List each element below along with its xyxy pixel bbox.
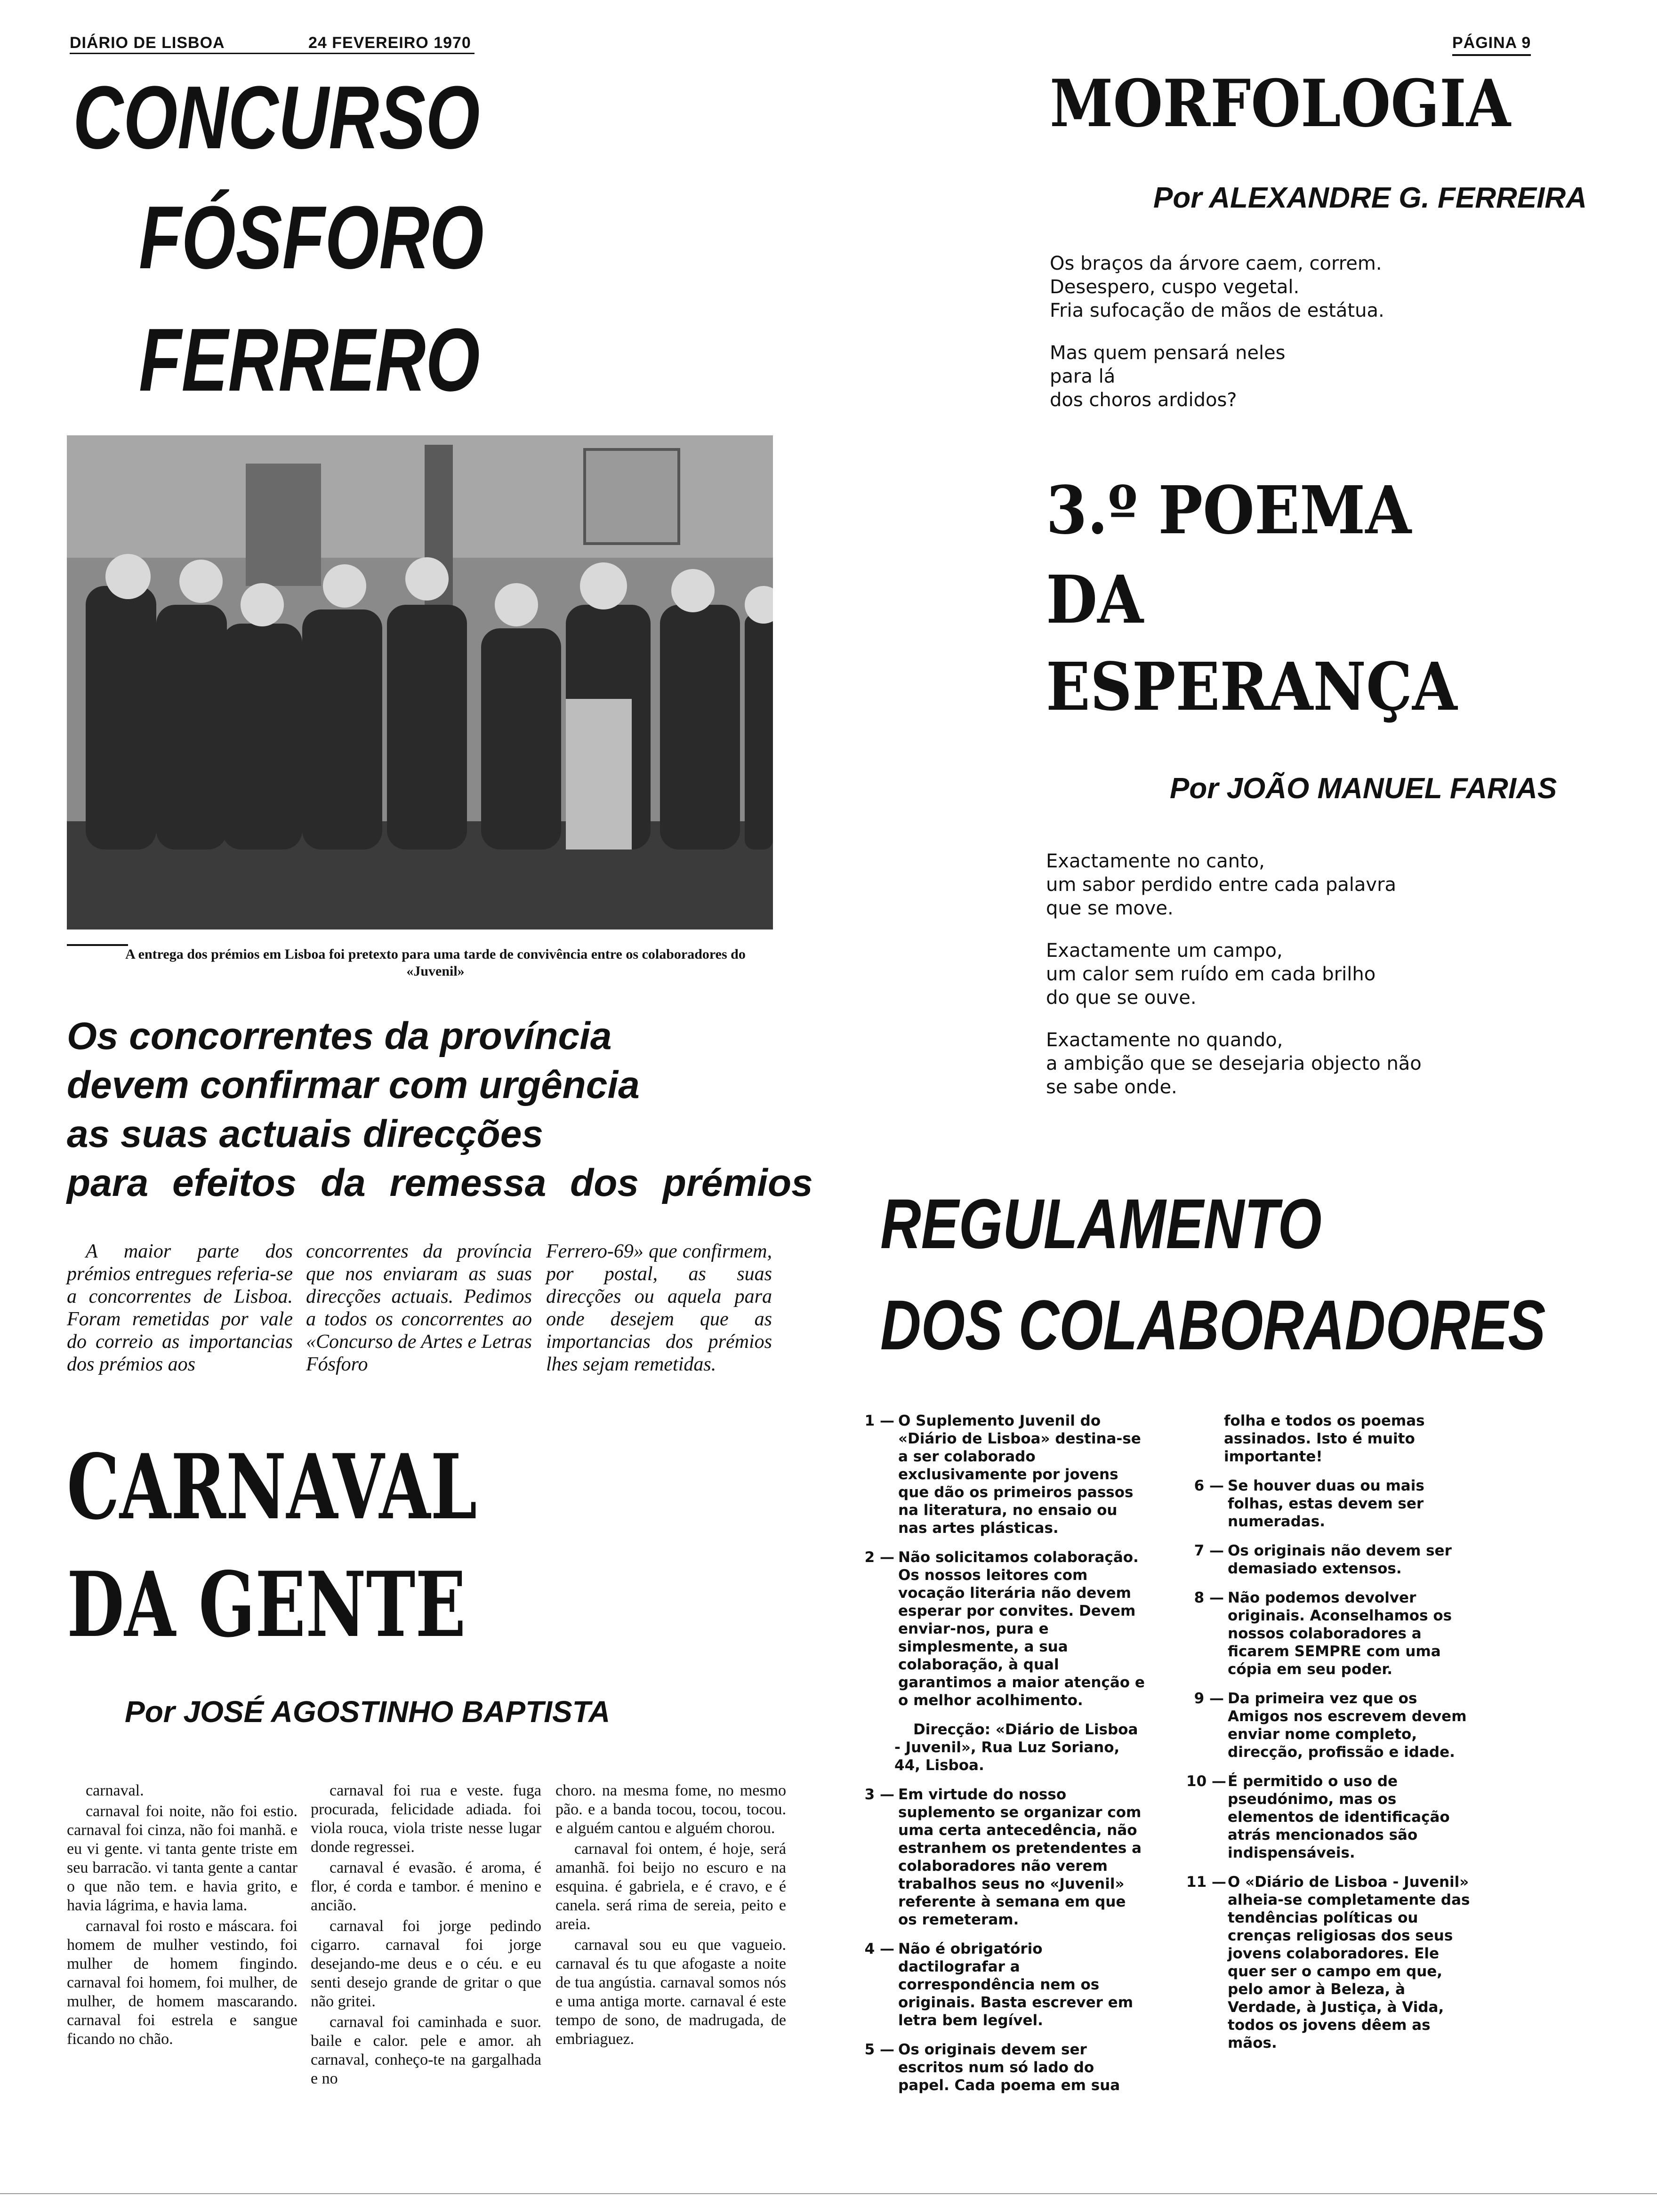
poema-stanza-3: Exactamente no quando, a ambição que se desejaria objecto não se sabe onde.	[1046, 1029, 1422, 1098]
reg-item-5: 5 — Os originais devem ser escritos num só lado do papel. Cada poema em sua	[864, 2041, 1120, 2094]
carnaval-para: choro. na mesma fome, no mesmo pão. e a banda tocou, tocou, tocou. e alguém cantou e alguém chorou.	[555, 1782, 786, 1837]
morfologia-poem	[1050, 252, 1520, 431]
carnaval-para: carnaval foi rua e veste. fuga procurada, felicidade adiada. foi viola rouca, viola triste nesse lugar donde regressei.	[311, 1782, 541, 1856]
carnaval-para: carnaval foi rosto e máscara. foi homem de mulher vestindo, foi mulher de homem fingindo. carnaval foi homem, foi mulher, de mulher, de homem mascarando. carnaval foi estrela e sangue ficando no chão.	[67, 1917, 298, 2048]
subhead-line-2: devem confirmar com urgência	[67, 1064, 640, 1106]
carnaval-byline: Por JOSÉ AGOSTINHO BAPTISTA	[125, 1695, 611, 1729]
subhead-line-1: Os concorrentes da província	[67, 1015, 612, 1058]
reg-item-10: 10 — É permitido o uso de pseudónimo, mas os elementos de identificação atrás mencionados são indispensáveis.	[1186, 1773, 1450, 1861]
morfologia-title: MORFOLOGIA	[1050, 65, 1511, 142]
concurso-subhead	[67, 1012, 813, 1208]
reg-item-5-cont: folha e todos os poemas assinados. Isto é muito importante!	[1224, 1412, 1425, 1465]
reg-item-11: 11 — O «Diário de Lisboa - Juvenil» alheia-se completamente das tendências políticas ou crenças religiosas dos seus jovens colaboradores. Ele quer ser o campo em que, pelo amor à Beleza, à Verdade, à Justiça, à Vida, todos os jovens dêem as mãos.	[1186, 1874, 1470, 2052]
concurso-col-3: Ferrero-69» que confirmem, por postal, as suas direcções ou aquela para onde desejem que as importancias dos prémios lhes sejam remetidas.	[546, 1241, 772, 1375]
carnaval-title-line-2: DA GENTE	[67, 1552, 466, 1657]
carnaval-para: carnaval foi ontem, é hoje, será amanhã. foi beijo no escuro e na esquina. é gabriela, e é cravo, e é canela. será rima de sereia, peito e areia.	[555, 1840, 786, 1933]
morfologia-stanza-1: Os braços da árvore caem, correm. Desespero, cuspo vegetal. Fria sufocação de mãos de estátua.	[1050, 253, 1384, 321]
concurso-title-line-2: FÓSFORO	[139, 188, 484, 288]
masthead-paper: DIÁRIO DE LISBOA	[70, 34, 225, 52]
reg-item-1: 1 — O Suplemento Juvenil do «Diário de Lisboa» destina-se a ser colaborado exclusivamente por jovens que dão os primeiros passos na literatura, no ensaio ou nas artes plásticas.	[864, 1412, 1141, 1537]
page-number: PÁGINA 9	[1452, 34, 1531, 56]
photo-caption: A entrega dos prémios em Lisboa foi pretexto para uma tarde de convivência entre os colaboradores do «Juvenil»	[125, 946, 746, 979]
photo-illustration	[67, 435, 773, 930]
poema-byline: Por JOÃO MANUEL FARIAS	[1170, 772, 1557, 805]
poema-title-line-1: 3.º POEMA	[1046, 472, 1412, 549]
reg-address: Direcção: «Diário de Lisboa - Juvenil», Rua Luz Soriano, 44, Lisboa.	[894, 1721, 1138, 1774]
reg-item-7: 7 — Os originais não devem ser demasiado extensos.	[1194, 1542, 1452, 1577]
subhead-line-3: as suas actuais direcções	[67, 1113, 543, 1155]
regulamento-col-1	[857, 1412, 1149, 2106]
carnaval-title-line-1: CARNAVAL	[67, 1435, 477, 1539]
regulamento-title-line-2: DOS COLABORADORES	[880, 1285, 1546, 1364]
bottom-rule	[0, 2193, 1657, 2194]
subhead-line-4: para efeitos da remessa dos prémios	[67, 1162, 813, 1204]
reg-item-6: 6 — Se houver duas ou mais folhas, estas devem ser numeradas.	[1194, 1477, 1424, 1530]
carnaval-para: carnaval foi jorge pedindo cigarro. carnaval foi jorge desejando-me deus e o céu. e eu senti desejo grande de gritar o que não gritei.	[311, 1917, 541, 2010]
carnaval-col-2	[311, 1781, 541, 2090]
carnaval-col-3	[555, 1781, 786, 2051]
poema-title-line-2: DA	[1046, 561, 1144, 639]
regulamento-title-line-1: REGULAMENTO	[880, 1184, 1322, 1263]
reg-item-8: 8 — Não podemos devolver originais. Aconselhamos os nossos colaboradores a ficarem SEMPRE com uma cópia em seu poder.	[1194, 1589, 1452, 1678]
carnaval-para: carnaval é evasão. é aroma, é flor, é corda e tambor. é menino e ancião.	[311, 1859, 541, 1914]
carnaval-para: carnaval.	[86, 1782, 144, 1799]
concurso-col-2: concorrentes da província que nos enviaram as suas direcções actuais. Pedimos a todos os concorrentes ao «Concurso de Artes e Letras Fósforo	[306, 1241, 532, 1375]
masthead-date: 24 FEVEREIRO 1970	[308, 34, 471, 52]
masthead-rule	[70, 53, 475, 54]
concurso-title-line-3: FERRERO	[139, 310, 480, 410]
carnaval-col-1	[67, 1781, 298, 2051]
carnaval-para: carnaval sou eu que vagueio. carnaval és tu que afogaste a noite de tua angústia. carnaval somos nós e uma antiga morte. carnaval é este tempo de sono, de madrugada, de embriaguez.	[555, 1936, 786, 2048]
poema-stanza-2: Exactamente um campo, um calor sem ruído em cada brilho do que se ouve.	[1046, 940, 1376, 1009]
poema-text	[1046, 850, 1564, 1118]
prize-ceremony-photo	[67, 435, 773, 930]
concurso-col-1: A maior parte dos prémios entregues referia-se a concorrentes de Lisboa. Foram remetidas por vale do correio as importancias dos prémios aos	[67, 1241, 293, 1375]
morfologia-stanza-2: Mas quem pensará neles para lá dos choros ardidos?	[1050, 342, 1286, 411]
carnaval-para: carnaval foi noite, não foi estio. carnaval foi cinza, não foi manhã. e eu vi gente. vi tanta gente triste em seu barracão. vi tanta gente a cantar o que não tem. e havia grito, e havia lágrima, e havia lama.	[67, 1803, 298, 1914]
reg-item-3: 3 — Em virtude do nosso suplemento se organizar com uma certa antecedência, não estranhem os pretendentes a colaboradores não verem trabalhos seus no «Juvenil» referente à semana em que os remeteram.	[864, 1786, 1142, 1928]
carnaval-para: carnaval foi caminhada e suor. baile e calor. pele e amor. ah carnaval, conheço-te na gargalhada e no	[311, 2013, 541, 2087]
morfologia-byline: Por ALEXANDRE G. FERREIRA	[1153, 182, 1587, 214]
concurso-title-line-1: CONCURSO	[73, 68, 480, 168]
reg-item-2: 2 — Não solicitamos colaboração. Os nossos leitores com vocação literária não devem esperar por convites. Devem enviar-nos, pura e simplesmente, a sua colaboração, à qual garantimos a maior atenção e o melhor acolhimento.	[864, 1549, 1145, 1709]
reg-item-4: 4 — Não é obrigatório dactilografar a correspondência nem os originais. Basta escrever em letra bem legível.	[864, 1940, 1133, 2029]
poema-title-line-3: ESPERANÇA	[1046, 649, 1457, 726]
reg-item-9: 9 — Da primeira vez que os Amigos nos escrevem devem enviar nome completo, direcção, profissão e idade.	[1194, 1690, 1467, 1761]
regulamento-col-2	[1186, 1412, 1478, 2063]
poema-stanza-1: Exactamente no canto, um sabor perdido entre cada palavra que se move.	[1046, 850, 1397, 919]
